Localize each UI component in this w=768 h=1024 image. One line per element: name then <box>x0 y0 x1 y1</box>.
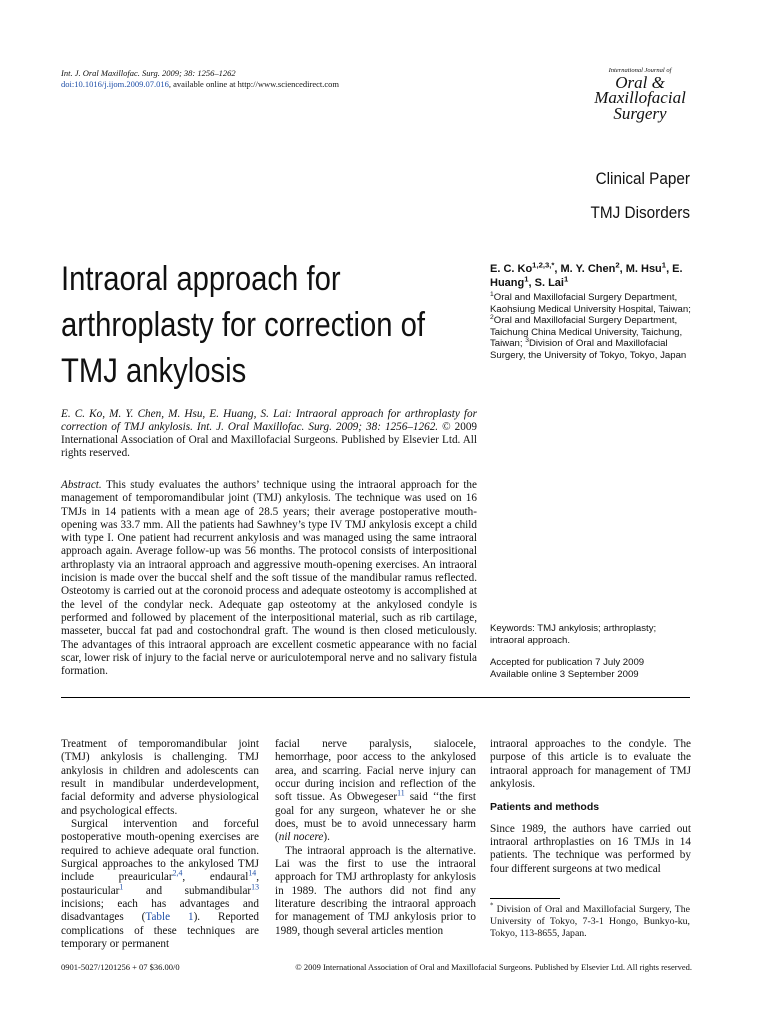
footnote-rule <box>490 898 560 899</box>
body-column-2 <box>275 738 476 938</box>
keywords: Keywords: TMJ ankylosis; arthroplasty; intraoral approach. <box>490 623 657 646</box>
affiliations: $^1$Oral and Maxillofacial Surgery Department, Kaohsiung Medical University Hospital, Taiwan; $^2$Oral and Maxillofacial Surgery Department, Taichung China Medical University, Taichung, Taiwan; $^3$Division of Oral and Maxillofacial Surgery, the University of Tokyo, Tokyo, Japan <box>490 290 691 361</box>
paragraph: facial nerve paralysis, sialocele, hemorrhage, poor access to the ankylosed area, and scarring. Facial nerve injury can occur during incision and reflection of the soft tissue. As Obwegeser$^{11}$ said ‘‘the first goal for any surgeon, whatever he or she does, must be to avoid unnecessary harm (nil nocere). <box>275 738 476 844</box>
abstract-label: Abstract. <box>61 479 102 491</box>
running-header <box>61 68 461 90</box>
body-column-3 <box>490 738 691 876</box>
paragraph: Surgical intervention and forceful postoperative mouth-opening exercises are required to achieve adequate oral function. Surgical approaches to the ankylosed TMJ include preauricular$^{2,4}$, endaural$^{14}$, postauricular$^1$ and submandibular$^{13}$ incisions; each has advantages and disadvantages (Table 1). Reported complications of these techniques are temporary or permanent <box>61 818 260 951</box>
paragraph: Since 1989, the authors have carried out intraoral arthroplasties on 16 TMJs in 14 patients. The technique was performed by four different surgeons at two medical <box>490 822 691 875</box>
doi-link[interactable]: doi:10.1016/j.ijom.2009.07.016 <box>61 79 169 89</box>
section-heading: Patients and methods <box>490 801 600 814</box>
footer-copyright: © 2009 International Association of Oral and Maxillofacial Surgeons. Published by Elsevier Ltd. All rights reserved. <box>295 962 692 972</box>
doi-line: doi:10.1016/j.ijom.2009.07.016, available online at http://www.sciencedirect.com <box>61 79 340 89</box>
paragraph: The intraoral approach is the alternative. Lai was the first to use the intraoral approach for TMJ arthroplasty for ankylosis in 1989. The authors did not find any literature describing the intraoral approach for management of TMJ ankylosis prior to 1989, though several articles mention <box>275 844 476 937</box>
author-list: E. C. $Ko^{1,2,3,*}$, M. Y. Chen$^2$, M. Hsu$^1$, E. Huang$^1$, S. Lai$^1$ <box>490 260 683 289</box>
paragraph: intraoral approaches to the condyle. The purpose of this article is to evaluate the intraoral approach for management of TMJ ankylosis. <box>490 738 691 791</box>
abstract <box>61 479 477 678</box>
paper-type: Clinical Paper TMJ Disorders <box>590 169 690 222</box>
journal-logo: International Journal of Oral & Maxillofacial Surgery <box>594 67 686 123</box>
article-title: Intraoral approach for arthroplasty for correction of TMJ ankylosis <box>61 260 426 390</box>
abstract-text: This study evaluates the authors’ technique using the intraoral approach for the management of temporomandibular joint (TMJ) ankylosis. The technique was used on 16 TMJs in 14 patients with a mean age of 28.5 years; their average postoperative mouth-opening was 33.7 mm. All the patients had Sawhney’s type IV TMJ ankylosis except a child with type I. One patient had recurrent ankylosis and was managed using the same intraoral approach again. Average follow-up was 56 months. The protocol consists of interpositional arthroplasty via an intraoral approach and aggressive mouth-opening exercises. An intraoral incision is made over the buccal shelf and the soft tissue of the mandibular ramus reflected. Osteotomy is carried out at the coronoid process and adequate osteotomy is accomplished at the level of the condylar neck. Adequate gap osteotomy at the ankylosed condyle is performed and followed by placement of the interpositional material, such as rib cartilage, masseter, buccal fat pad and costochondral graft. The wound is then closed meticulously. The advantages of this intraoral approach are excellent cosmetic appearance with no facial scar, lower risk of injury to the facial nerve or auriculotemporal nerve and no salivary fistula formation. <box>61 479 477 678</box>
section-divider <box>61 697 690 698</box>
corresponding-footnote: * Division of Oral and Maxillofacial Surgery, The University of Tokyo, 7-3-1 Hongo, Bunkyo-ku, Tokyo, 113-8655, Japan. <box>490 902 690 939</box>
footer-issn: 0901-5027/1201256 + 07 $36.00/0 <box>61 962 180 972</box>
paragraph: Treatment of temporomandibular joint (TMJ) ankylosis is challenging. TMJ ankylosis in children and adolescents can result in mandibular underdevelopment, facial deformity and adverse physiological and psychological effects. <box>61 738 259 817</box>
body-column-1 <box>61 738 259 952</box>
copyright-notice: © 2009 International Association of Oral and Maxillofacial Surgeons. Published by Elsevier Ltd. All rights reserved. <box>61 421 478 459</box>
publication-dates: Accepted for publication 7 July 2009 Available online 3 September 2009 <box>490 657 645 680</box>
journal-citation: Int. J. Oral Maxillofac. Surg. 2009; 38: 1256–1262 <box>61 68 236 78</box>
table-1-link[interactable]: Table 1 <box>145 911 194 924</box>
citation-block: E. C. Ko, M. Y. Chen, M. Hsu, E. Huang, S. Lai: Intraoral approach for arthroplasty for correction of TMJ ankylosis. Int. J. Oral Maxillofac. Surg. 2009; 38: 1256–1262. © 2009 International Association of Oral and Maxillofacial Surgeons. Published by Elsevier Ltd. All rights reserved. <box>61 408 478 459</box>
